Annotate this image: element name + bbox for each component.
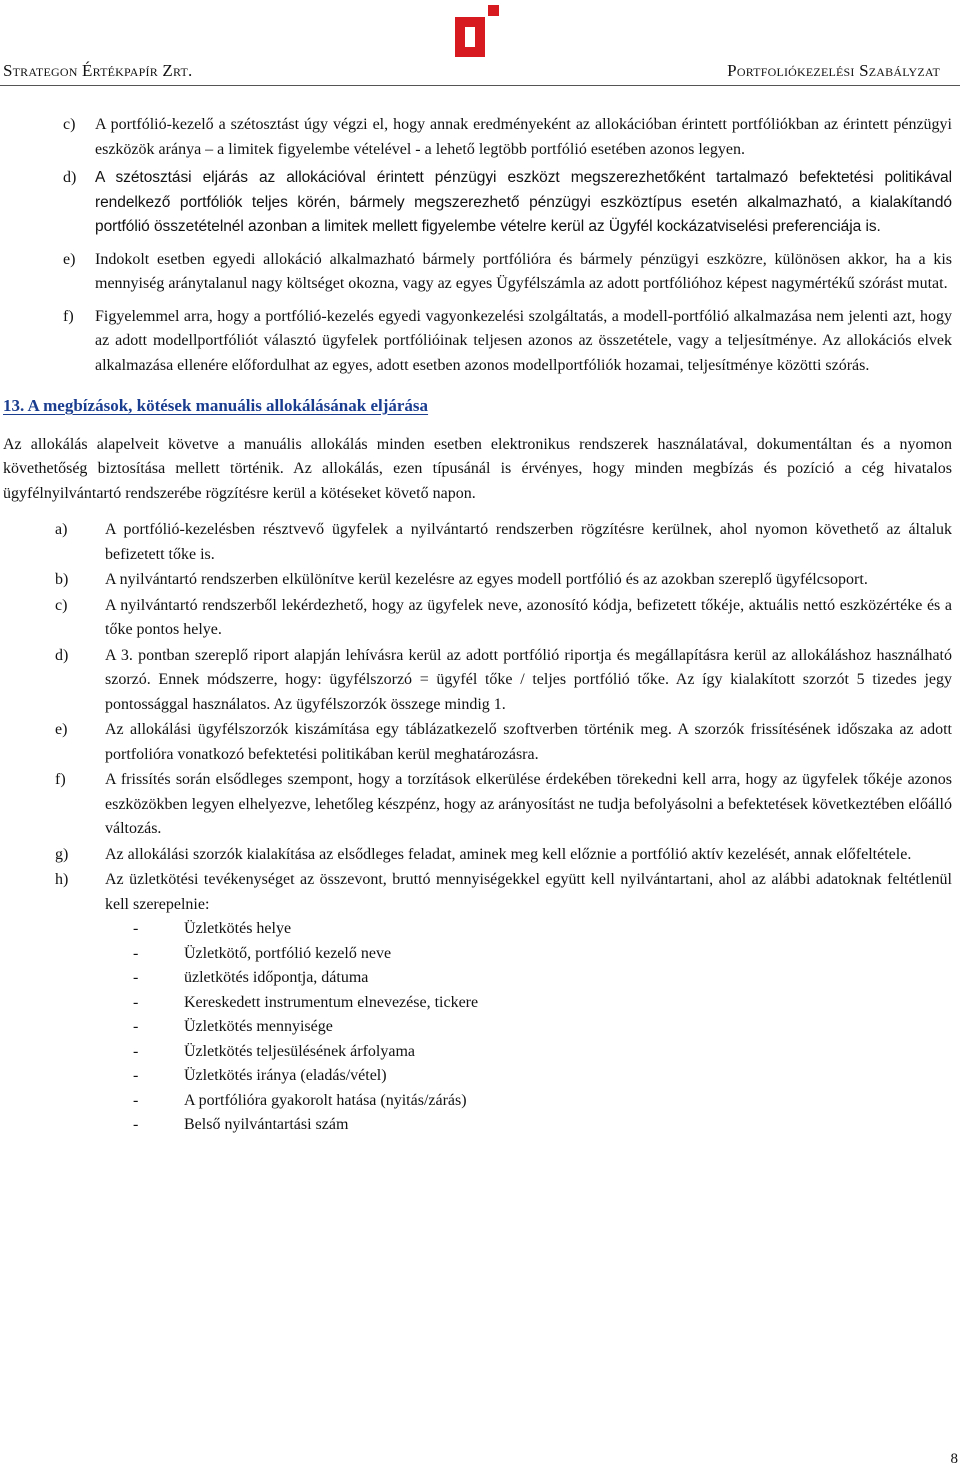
list-item-f [0,768,952,842]
list-item-d [63,166,952,240]
list-item-f [63,305,952,379]
dash-item-text: Üzletkötő, portfólió kezelő neve [184,944,392,962]
dash-marker: - [133,993,139,1011]
dash-list-item [133,1040,952,1065]
dash-item-text: Üzletkötés teljesülésének árfolyama [184,1042,416,1060]
dash-list-item [133,991,952,1016]
dash-marker: - [133,1116,139,1133]
list-item-e [63,248,952,297]
list-marker: a) [55,521,68,538]
list-item-c [0,594,952,643]
dash-marker: - [133,944,139,962]
list-marker: c) [63,116,76,133]
dash-list-item [133,966,952,991]
list-item-b [0,568,952,593]
dash-item-text: üzletkötés időpontja, dátuma [184,969,369,986]
dash-marker: - [133,969,139,986]
list-item-a [0,518,952,567]
dash-list-item [133,1113,952,1138]
list-marker: e) [55,721,68,738]
page-number: 8 [950,1451,958,1467]
company-logo [455,5,499,57]
dash-item-text: A portfólióra gyakorolt hatása (nyitás/zárás) [184,1091,467,1109]
dash-list-item [133,942,952,967]
list-marker: d) [55,646,69,664]
list-marker: f) [55,771,66,788]
dash-list-item [133,1089,952,1114]
list-item-text: Az allokálási ügyfélszorzók kiszámítása egy táblázatkezelő szoftverben történik meg. A szorzók frissítésének időszaka az adott portfolióra vonatkozó befektetési politikában kerül meghatározásra. [105,721,952,763]
list-item-text: A nyilvántartó rendszerben elkülönítve kerül kezelésre az egyes modell portfólió és az azokban szereplő ügyfélcsoport. [105,571,868,588]
list-item-text: A 3. pontban szereplő riport alapján lehívásra kerül az adott portfólió riportja és megállapításra kerül az allokáláshoz használható szorzó. Ennek módszerre, hogy: ügyfélszorzó = ügyfél tőke / teljes portfólió tőke. Az így kialakított szorzót 5 tizedes jegy pontossággal használatos. Az ügyfélszorzók összege mindig 1. [105,646,952,713]
dash-item-text: Kereskedett instrumentum elnevezése, tickere [184,993,479,1011]
list-item-e [0,718,952,767]
header-divider [0,85,960,86]
list-marker: h) [55,871,69,888]
dash-marker: - [133,1042,139,1060]
dash-item-text: Belső nyilvántartási szám [184,1116,349,1133]
list-marker: e) [63,250,76,268]
dash-list-item [133,1064,952,1089]
list-item-text: A frissítés során elsődleges szempont, hogy a torzítások elkerülése érdekében törekedni kell arra, hogy az ügyfelek tőkéje azonos eszközökben legyen elhelyezve, lehetőleg készpénz, hogy az arányosítást ne tudja befolyásolni a befektetések következtében előálló változás. [105,771,952,837]
dash-marker: - [133,1018,139,1035]
list-item-text: Figyelemmel arra, hogy a portfólió-kezelés egyedi vagyonkezelési szolgáltatás, a modell-portfólió alkalmazása nem jelenti azt, hogy az adott modellportfóliót választó ügyfelek portfólióinak teljesen azonos az összetétele, vagy a teljesítménye. Az allokációs elvek alkalmazása ellenére előfordulhat az egyes, adott esetben azonos modellportfóliók hozamai, teljesítménye közötti szórás. [95,307,952,374]
page-body [0,113,960,1138]
list-marker: d) [63,169,77,186]
dash-marker: - [133,920,139,937]
list-item-text: Indokolt esetben egyedi allokáció alkalmazható bármely portfólióra és bármely pénzügyi eszközre, különösen akkor, ha a kis mennyiség aránytalanul nagy költséget okozna, vagy az egyes Ügyfélszámla az adott portfólióhoz képest nagymértékű szórást mutat. [95,250,952,292]
list-item-text: A nyilvántartó rendszerből lekérdezhető, hogy az ügyfelek neve, azonosító kódja, befizetett tőkéje, aktuális nettó eszközértéke és a tőke pontos helye. [105,596,952,638]
list-marker: f) [63,307,74,325]
dash-marker: - [133,1091,139,1109]
list-marker: b) [55,571,69,588]
header-company-name: Strategon Értékpapír Zrt. [3,61,193,80]
header-document-title: Portfoliókezelési Szabályzat [727,61,940,80]
list-item-g [0,843,952,868]
list-marker: c) [55,596,68,614]
dash-marker: - [133,1067,139,1084]
list-item-c [63,113,952,162]
list-item-text: A szétosztási eljárás az allokációval érintett pénzügyi eszközt megszerezhetőként tartalmazó befektetési politikával rendelkező portfóliók teljes körén, bármely megszerezhető pénzügyi eszköztípus esetén alkalmazható, a kialakítandó portfólió összetételnél azonban a limitek mellett figyelembe vételre kerül az Ügyfél kockázatviselési preferenciája is. [95,169,952,235]
list-item-d [0,644,952,718]
list-item-text: A portfólió-kezelő a szétosztást úgy végzi el, hogy annak eredményeként az allokációban érintett portfóliókban az érintett pénzügyi eszközök aránya – a limitek figyelembe vételével - a lehető legtöbb portfólió esetében azonos legyen. [95,116,952,158]
section-list [0,518,952,1138]
section-heading: 13. A megbízások, kötések manuális allokálásának eljárása [3,396,429,415]
list-item-text: A portfólió-kezelésben résztvevő ügyfelek a nyilvántartó rendszerben rögzítésre kerülnek, ahol nyomon követhető az általuk befizetett tőke is. [105,521,952,563]
dash-list-item [133,1015,952,1040]
dash-list [133,917,952,1138]
dash-item-text: Üzletkötés mennyisége [184,1018,333,1035]
list-item-text: Az allokálási szorzók kialakítása az elsődleges feladat, aminek meg kell előznie a portfólió aktív kezelését, annak előfeltétele. [105,845,912,863]
section-intro-paragraph: Az allokálás alapelveit követve a manuális allokálás minden esetben elektronikus rendszerek használatával, dokumentáltan és a nyomon követhetőség biztosítása mellett történik. Az allokálás, ezen típusánál is érvényes, hogy minden megbízás és pozíció a cég hivatalos ügyfélnyilvántartó rendszerébe rögzítésre kerül a kötéseket követő napon. [3,435,952,502]
list-item-h [0,868,952,917]
list-marker: g) [55,845,69,863]
dash-list-item [133,917,952,942]
dash-item-text: Üzletkötés iránya (eladás/vétel) [184,1067,387,1084]
dash-item-text: Üzletkötés helye [184,920,292,937]
list-item-text: Az üzletkötési tevékenységet az összevont, bruttó mennyiségekkel együtt kell nyilvántartani, ahol az alábbi adatoknak feltétlenül kell szerepelnie: [105,871,952,913]
